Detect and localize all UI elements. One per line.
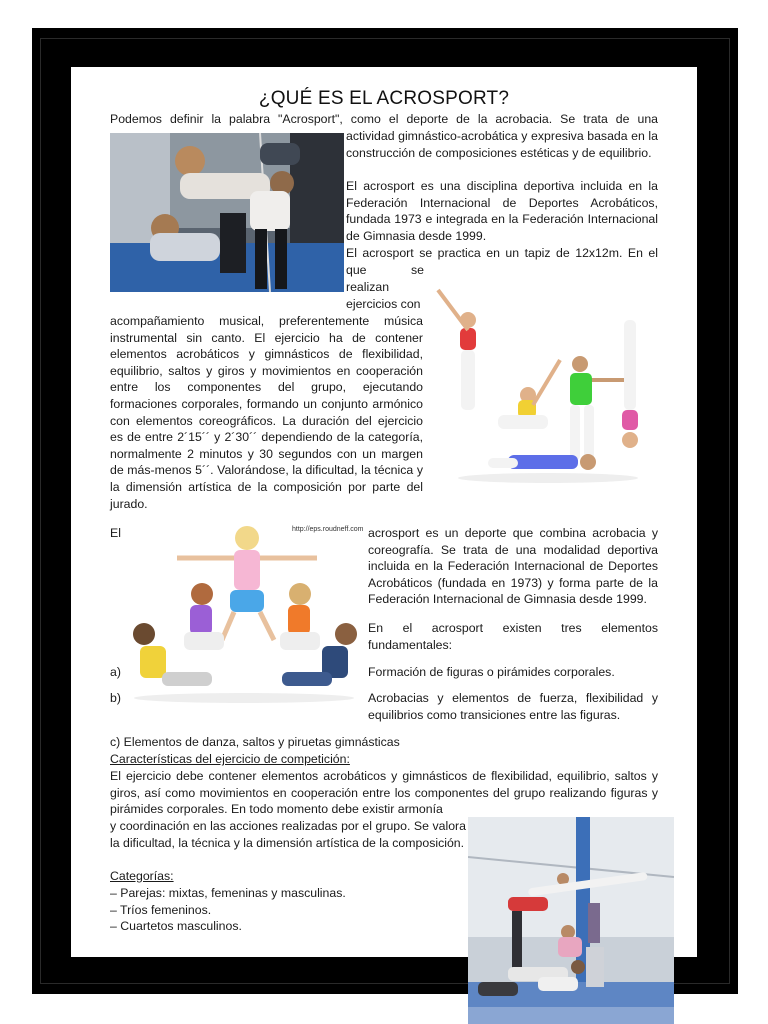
item-a-text: Formación de figuras o pirámides corporales. xyxy=(368,665,615,679)
intro-lead: Podemos definir la palabra "Acrosport", como el deporte de la acrobacia. Se trata de una xyxy=(110,112,658,126)
intro-right: actividad gimnástico-acrobática y expresiva basada en la construcción de composiciones estéticas y de equilibrio. xyxy=(346,129,658,160)
illustration-kids-pyramid xyxy=(122,522,366,705)
illustration-pyramid-four xyxy=(428,280,658,485)
page-title: ¿QUÉ ES EL ACROSPORT? xyxy=(258,88,510,109)
item-b-marker: b) xyxy=(110,691,121,705)
heading-caracteristicas: Características del ejercicio de competición: xyxy=(110,752,350,766)
word-que: que xyxy=(346,263,367,277)
photo-kids-gym xyxy=(110,133,344,292)
para-competicion-rest: y coordinación en las acciones realizadas por el grupo. Se valora la dificultad, la técnica y la dimensión artística de la composición. xyxy=(110,819,466,850)
word-ejercicios: ejercicios con xyxy=(346,297,421,311)
item-b-text: Acrobacias y elementos de fuerza, flexibilidad y equilibrios como transiciones entre las figuras. xyxy=(368,691,658,722)
word-se: se xyxy=(411,263,424,277)
heading-categorias: Categorías: xyxy=(110,869,174,883)
item-a-marker: a) xyxy=(110,665,121,679)
para-competicion-full: El ejercicio debe contener elementos acrobáticos y gimnásticos de flexibilidad, equilibrio, saltos y giros, así como movimientos en cooperación entre los componentes del grupo realizando figuras y pirámides corporales. En todo momento debe existir armonía xyxy=(110,769,658,817)
para-federation: El acrosport es una disciplina deportiva incluida en la Federación Internacional de Deportes Acrobáticos, fundada 1973 e integrada en la Federación Internacional de Gimnasia desde 1999. xyxy=(346,179,658,243)
list-item: – Parejas: mixtas, femeninas y masculinas. xyxy=(110,886,346,900)
list-item: – Tríos femeninos. xyxy=(110,902,212,917)
para-combina: acrosport es un deporte que combina acrobacia y coreografía. Se trata de una modalidad deportiva incluida en la Federación Internacional de Deportes Acrobáticos (fundada en 1973) y forma parte de la Federación Internacional de Gimnasia desde 1999. xyxy=(368,526,658,607)
categorias-list xyxy=(110,885,450,935)
para-tapiz-body: acompañamiento musical, preferentemente música instrumental sin canto. El ejercicio ha de contener elementos acrobáticos y gimnásticos de flexibilidad, equilibrio, saltos y giros y movimientos en cooperación entre los componentes del grupo, ejecutando formaciones corporales, formando un conjunto armónico con elementos coreográficos. La duración del ejercicio es de entre 2´15´´ y 2´30´´ dependiendo de la categoría, normalmente 2 minutos y 30 segundos con un margen de más-menos 5´´. Valorándose, la dificultad, la técnica y la dimensión artística de la composición por parte del jurado. xyxy=(110,314,423,511)
word-realizan: realizan xyxy=(346,280,390,294)
watermark-url: http://eps.roudneff.com xyxy=(292,526,364,533)
list-item: – Cuartetos masculinos. xyxy=(110,919,242,934)
para-elementos: En el acrosport existen tres elementos fundamentales: xyxy=(368,621,658,652)
item-c-text: c) Elementos de danza, saltos y piruetas gimnásticas xyxy=(110,735,400,749)
word-el: El xyxy=(110,526,121,540)
photo-group-pyramid xyxy=(468,817,674,1024)
para-tapiz-start: El acrosport se practica en un tapiz de 12x12m. En el xyxy=(346,246,658,260)
